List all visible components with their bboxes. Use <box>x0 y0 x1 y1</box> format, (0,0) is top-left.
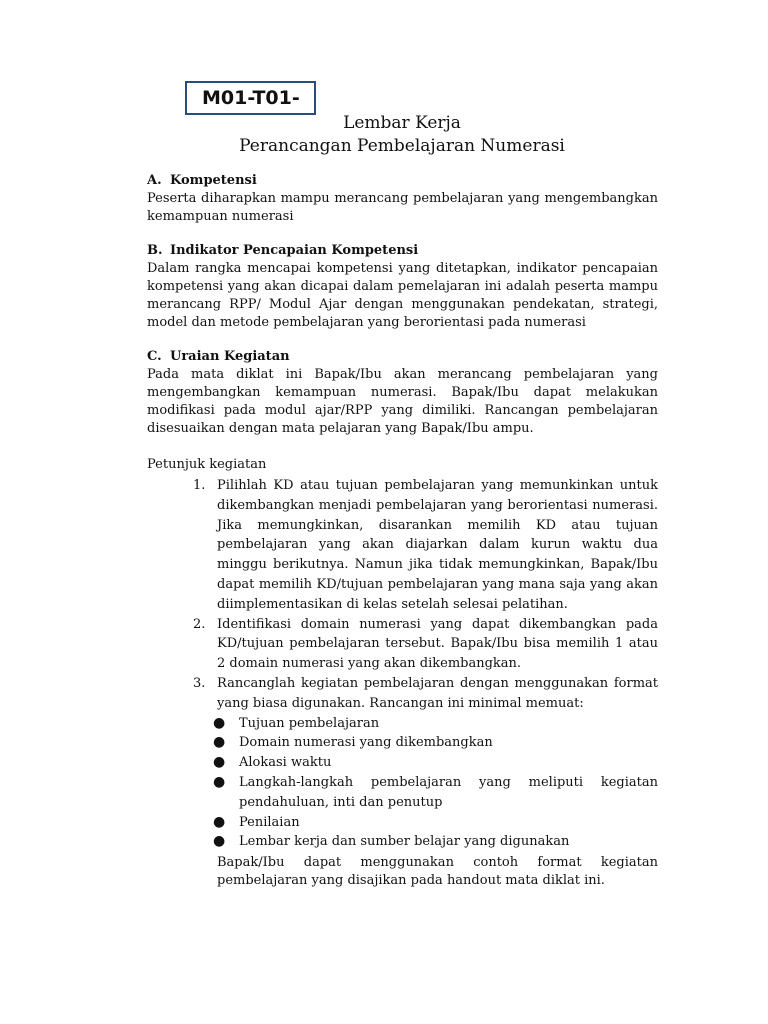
bullet-icon: ● <box>213 773 226 790</box>
page-subtitle: Perancangan Pembelajaran Numerasi <box>239 136 565 156</box>
section-letter: A. <box>147 173 162 188</box>
instruction-steps <box>147 476 658 890</box>
bullet-text: Tujuan pembelajaran <box>239 715 380 731</box>
section-title: Kompetensi <box>170 173 257 188</box>
bullet-list <box>213 714 658 853</box>
bullet-icon: ● <box>213 734 226 751</box>
list-item <box>213 773 658 813</box>
bullet-text: Penilaian <box>239 814 300 830</box>
list-item <box>213 753 658 773</box>
list-item <box>213 832 658 852</box>
list-item <box>193 674 658 714</box>
section-c-text: Pada mata diklat ini Bapak/Ibu akan merancang pembelajaran yang mengembangkan kemampuan numerasi. Bapak/Ibu dapat melakukan modifikasi pada modul ajar/RPP yang dimiliki. Rancangan pembelajaran disesuaikan dengan mata pelajaran yang Bapak/Ibu ampu. <box>147 367 658 436</box>
list-item <box>193 476 658 615</box>
step-text: Pilihlah KD atau tujuan pembelajaran yang memunkinkan untuk dikembangkan menjadi pembelajaran yang berorientasi numerasi. Jika memungkinkan, disarankan memilih KD atau tujuan pembelajaran yang akan diajarkan dalam kurun waktu dua minggu berikutnya. Namun jika tidak memungkinkan, Bapak/Ibu dapat memilih KD/tujuan pembelajaran yang mana saja yang akan diimplementasikan di kelas setelah selesai pelatihan. <box>217 478 658 612</box>
worksheet-content <box>147 172 658 890</box>
step-text: Rancanglah kegiatan pembelajaran dengan menggunakan format yang biasa digunakan. Rancangan ini minimal memuat: <box>217 675 658 711</box>
list-item <box>213 813 658 833</box>
bullet-icon: ● <box>213 833 226 850</box>
section-a-heading <box>147 172 658 190</box>
step-text: Identifikasi domain numerasi yang dapat dikembangkan pada KD/tujuan pembelajaran tersebut. Bapak/Ibu bisa memilih 1 atau 2 domain numerasi yang akan dikembangkan. <box>217 616 658 672</box>
section-letter: C. <box>147 349 162 364</box>
step-number: 3. <box>193 675 206 691</box>
section-title: Uraian Kegiatan <box>170 349 290 364</box>
step-number: 1. <box>193 478 206 493</box>
section-b-heading <box>147 242 658 260</box>
closing-note: Bapak/Ibu dapat menggunakan contoh format kegiatan pembelajaran yang disajikan pada handout mata diklat ini. <box>217 855 658 889</box>
section-letter: B. <box>147 243 163 258</box>
bullet-text: Domain numerasi yang dikembangkan <box>239 735 493 751</box>
page-title: Lembar Kerja <box>343 113 461 133</box>
bullet-text: Langkah-langkah pembelajaran yang meliputi kegiatan pendahuluan, inti dan penutup <box>239 774 658 810</box>
list-item <box>193 615 658 674</box>
section-a-text: Peserta diharapkan mampu merancang pembelajaran yang mengembangkan kemampuan numerasi <box>147 191 658 224</box>
bullet-icon: ● <box>213 714 226 731</box>
section-title: Indikator Pencapaian Kompetensi <box>170 243 419 258</box>
bullet-icon: ● <box>213 754 226 771</box>
bullet-icon: ● <box>213 813 226 830</box>
section-b-text: Dalam rangka mencapai kompetensi yang ditetapkan, indikator pencapaian kompetensi yang akan dicapai dalam pemelajaran ini adalah peserta mampu merancang RPP/ Modul Ajar dengan menggunakan pendekatan, strategi, model dan metode pembelajaran yang berorientasi pada numerasi <box>147 261 658 330</box>
bullet-text: Alokasi waktu <box>239 755 332 771</box>
bullet-text: Lembar kerja dan sumber belajar yang digunakan <box>239 834 570 850</box>
list-item <box>213 714 658 734</box>
section-c-heading <box>147 348 658 366</box>
document-code-box: M01-T01- <box>185 81 316 115</box>
instructions-label: Petunjuk kegiatan <box>147 457 267 472</box>
step-number: 2. <box>193 616 206 632</box>
list-item <box>213 733 658 753</box>
